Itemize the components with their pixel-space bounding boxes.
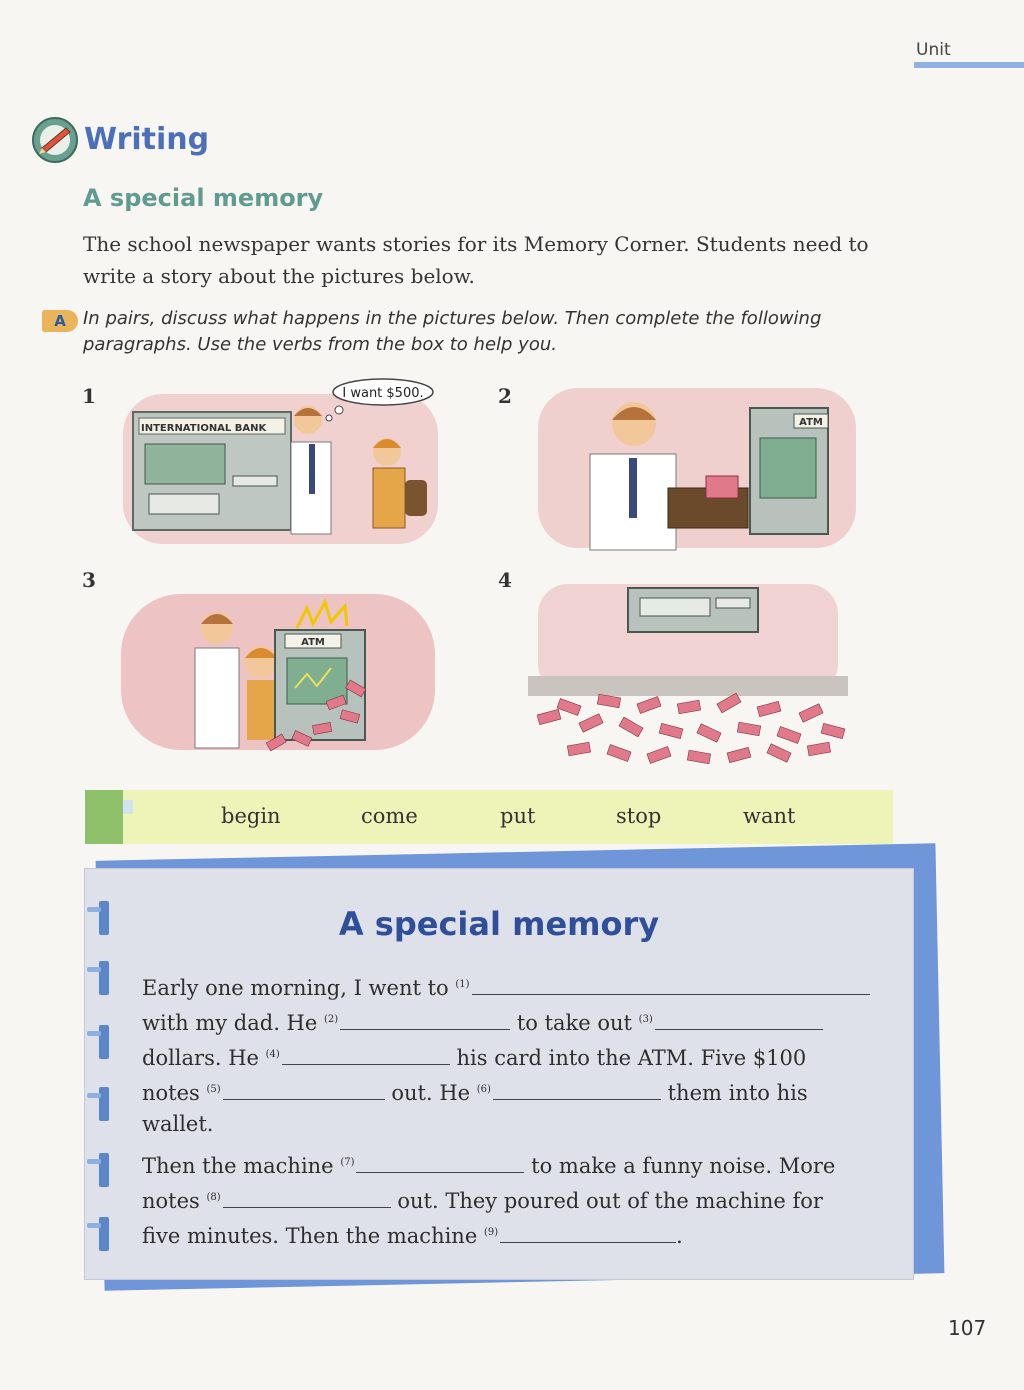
story-text: notes — [142, 1189, 200, 1213]
unit-tab — [914, 40, 1024, 70]
task-badge: A — [42, 310, 78, 332]
intro-text: The school newspaper wants stories for its Memory Corner. Students need to write a story about the pictures below. — [83, 232, 869, 288]
story-text: out. They poured out of the machine for — [397, 1189, 823, 1213]
verb-box — [85, 790, 893, 844]
verb-put: put — [500, 804, 536, 828]
blank-5[interactable] — [223, 1080, 385, 1100]
blank-1[interactable] — [472, 975, 870, 995]
story-text: to make a funny noise. More — [531, 1154, 836, 1178]
unit-bar — [914, 62, 1024, 68]
blank-number: (9) — [483, 1227, 499, 1238]
binder-ring — [99, 961, 109, 995]
picture-number-3: 3 — [82, 568, 96, 592]
verb-box-tab-accent — [123, 800, 133, 814]
story-text: wallet. — [142, 1112, 214, 1136]
blank-8[interactable] — [223, 1188, 391, 1208]
blank-number: (7) — [340, 1157, 355, 1168]
task-text: In pairs, discuss what happens in the pictures below. Then complete the following paragraphs. Use the verbs from the box to help you. — [83, 308, 822, 355]
verb-box-tab — [85, 790, 123, 844]
binder-ring — [99, 1217, 109, 1251]
unit-label: Unit — [916, 40, 951, 60]
story-title: A special memory — [338, 905, 660, 943]
story-text: them into his — [667, 1081, 808, 1105]
picture-number-1: 1 — [82, 384, 96, 408]
blank-number: (3) — [638, 1014, 653, 1025]
atm-sign-text-2: ATM — [799, 417, 823, 428]
picture-1 — [115, 372, 445, 552]
binder-ring — [99, 1087, 109, 1121]
atm-sign-text-3: ATM — [301, 637, 325, 648]
verb-stop: stop — [616, 804, 662, 828]
section-subtitle: A special memory — [83, 184, 324, 212]
blank-number: (6) — [476, 1084, 491, 1095]
pencil-globe-icon — [30, 114, 80, 164]
picture-2 — [538, 378, 858, 556]
blank-4[interactable] — [282, 1045, 450, 1065]
blank-3[interactable] — [655, 1010, 823, 1030]
picture-number-4: 4 — [498, 568, 512, 592]
story-text: out. He — [391, 1081, 471, 1105]
picture-3 — [117, 588, 439, 758]
blank-9[interactable] — [500, 1223, 676, 1243]
blank-number: (4) — [265, 1049, 280, 1060]
story-paragraph-1 — [142, 969, 892, 1140]
binder-ring — [99, 1025, 109, 1059]
verb-want: want — [743, 804, 796, 828]
picture-number-2: 2 — [498, 384, 512, 408]
verb-begin: begin — [221, 804, 281, 828]
story-card — [84, 868, 914, 1280]
blank-2[interactable] — [340, 1010, 510, 1030]
speech-bubble-text: I want $500. — [342, 386, 424, 401]
story-text: to take out — [516, 1011, 632, 1035]
page-number: 107 — [948, 1316, 987, 1340]
blank-7[interactable] — [356, 1153, 524, 1173]
blank-number: (8) — [206, 1192, 221, 1203]
story-text: Then the machine — [142, 1154, 334, 1178]
blank-number: (1) — [455, 979, 470, 990]
picture-4 — [528, 584, 858, 784]
blank-number: (2) — [323, 1014, 339, 1025]
blank-6[interactable] — [493, 1080, 661, 1100]
story-text: notes — [142, 1081, 200, 1105]
verb-come: come — [361, 804, 418, 828]
story-text: his card into the ATM. Five $100 — [456, 1046, 807, 1070]
story-text: . — [676, 1224, 683, 1248]
story-text: Early one morning, I went to — [142, 976, 449, 1000]
bank-sign-text: INTERNATIONAL BANK — [141, 423, 267, 434]
story-text: five minutes. Then the machine — [142, 1224, 478, 1248]
section-title: Writing — [84, 122, 210, 157]
story-paragraph-2 — [142, 1147, 892, 1252]
story-text: dollars. He — [142, 1046, 259, 1070]
story-text: with my dad. He — [142, 1011, 318, 1035]
blank-number: (5) — [206, 1084, 221, 1095]
binder-ring — [99, 1153, 109, 1187]
